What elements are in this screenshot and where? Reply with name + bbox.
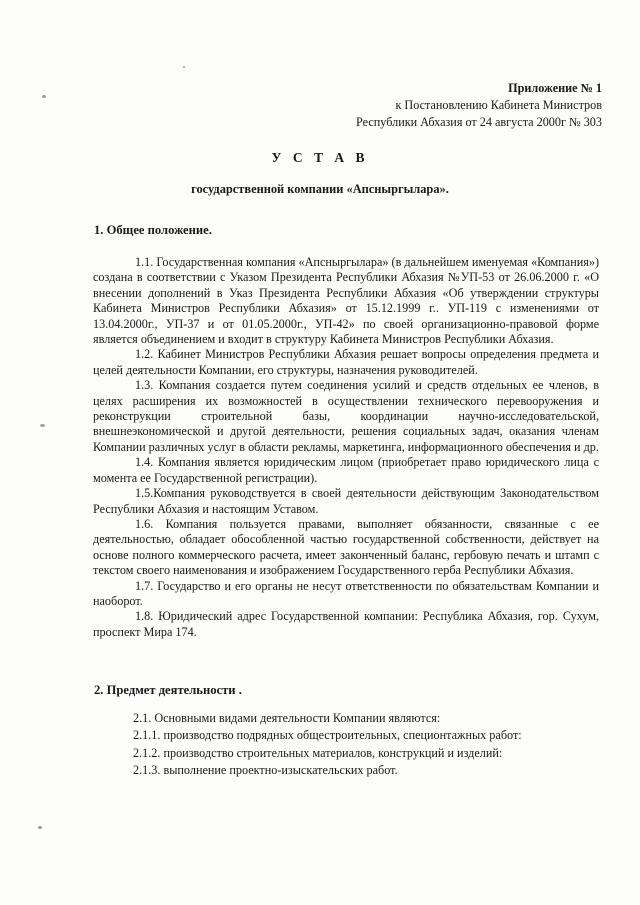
paragraph: 1.2. Кабинет Министров Республики Абхазия решает вопросы определения предмета и целей деятельности Компании, его структуры, назначения руководителей. <box>93 347 599 377</box>
paragraph: 1.7. Государство и его органы не несут ответственности по обязательствам Компании и наоборот. <box>93 578 599 608</box>
scan-speck <box>38 826 42 829</box>
scan-speck <box>40 424 45 427</box>
list-item: 2.1.1. производство подрядных общестроительных, специонтажных работ: <box>133 728 522 743</box>
section-heading: 1. Общее положение. <box>94 223 212 237</box>
paragraph: 1.1. Государственная компания «Апсныргылара» (в дальнейшем именуемая «Компания») создана в соответствии с Указом Президента Республики Абхазия №УП-53 от 26.06.2000 г. «О внесении дополнений в Указ Президента Республики Абхазия «Об утверждении структуры Кабинета Министров Республики Абхазия» от 15.12.1999 г.. УП-119 с изменениями от 13.04.2000г., УП-37 и от 01.05.2000г., УП-42» по своей организационно-правовой форме является объединением и входит в структуру Кабинета Министров Республики Абхазия. <box>93 255 599 347</box>
list-item: 2.1. Основными видами деятельности Компании являются: <box>133 711 441 725</box>
list-item: 2.1.2. производство строительных материалов, конструкций и изделий: <box>133 745 503 760</box>
section-list <box>133 710 522 780</box>
appendix-line: к Постановлению Кабинета Министров <box>395 98 602 112</box>
appendix-title: Приложение № 1 <box>508 81 602 95</box>
section-heading: 2. Предмет деятельности . <box>94 683 242 697</box>
scan-speck <box>183 66 185 68</box>
appendix-block <box>356 80 602 131</box>
paragraph: 1.6. Компания пользуется правами, выполняет обязанности, связанные с ее деятельностью, обладает обособленной частью государственной собственности, действует на основе полного коммерческого расчета, имеет законченный баланс, гербовую печать и штамп с текстом своего наименования и изображением Государственного герба Республики Абхазия. <box>93 516 599 578</box>
paragraph: 1.5.Компания руководствуется в своей деятельности действующим Законодательством Республики Абхазия и настоящим Уставом. <box>93 486 599 516</box>
list-item: 2.1.3. выполнение проектно-изыскательских работ. <box>133 763 398 778</box>
appendix-line: Республики Абхазия от 24 августа 2000г № 303 <box>356 115 602 129</box>
paragraph: 1.3. Компания создается путем соединения усилий и средств отдельных ее членов, в целях расширения их возможностей в осуществлении технического перевооружения и реконструкции строительной базы, координации научно-исследовательской, внешнеэкономической и другой деятельности, решения социальных задач, оказания членам Компании различных услуг в области рекламы, маркетинга, информационного обеспечения и др. <box>93 378 599 454</box>
document-subtitle: государственной компании «Апсныргылара». <box>191 182 449 196</box>
document-title: У С Т А В <box>271 150 369 165</box>
paragraph: 1.8. Юридический адрес Государственной компании: Республика Абхазия, гор. Сухум, проспект Мира 174. <box>93 609 599 639</box>
section-body <box>93 255 599 640</box>
scan-speck <box>42 95 46 98</box>
paragraph: 1.4. Компания является юридическим лицом (приобретает право юридического лица с момента ее Государственной регистрации). <box>93 455 599 485</box>
